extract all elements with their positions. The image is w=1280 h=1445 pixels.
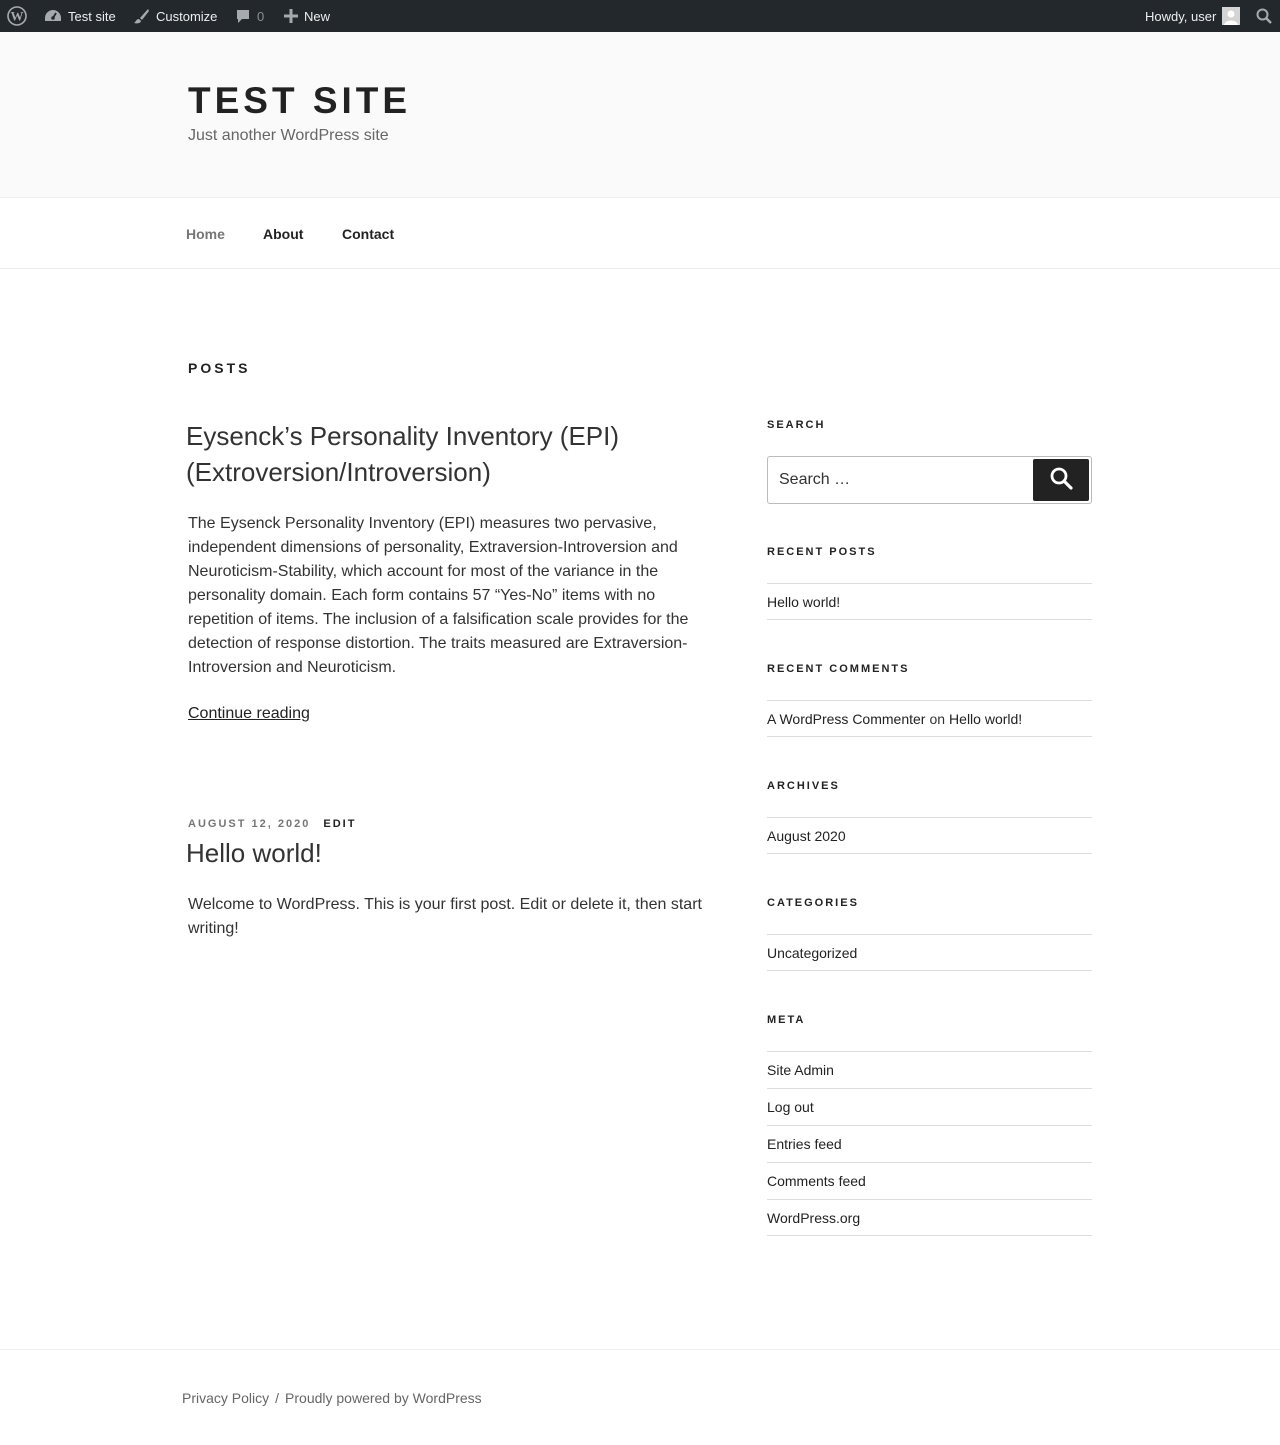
meta-site-admin-link[interactable]: Site Admin [767, 1062, 834, 1078]
search-button[interactable] [1033, 459, 1089, 501]
recent-posts-title: RECENT POSTS [767, 546, 877, 558]
post-title-hello[interactable]: Hello world! [186, 838, 322, 868]
post-edit-link[interactable]: EDIT [323, 818, 357, 830]
site-title[interactable]: TEST SITE [188, 80, 412, 121]
admin-bar-site-name[interactable] [44, 0, 116, 32]
main-navigation [0, 197, 1280, 269]
meta-list [767, 1051, 1092, 1236]
post-excerpt-epi: The Eysenck Personality Inventory (EPI) measures two pervasive, independent dimensions of personality, Extraversion-Introversion and Neuroticism-Stability, which account for most of the variance in the personality domain. Each form contains 57 “Yes-No” items with no repetition of items. The inclusion of a falsification scale provides for the detection of response distortion. The traits measured are Extraversion-Introversion and Neuroticism. [188, 515, 689, 676]
archives-list [767, 817, 1092, 854]
recent-posts-list [767, 583, 1092, 620]
list-item [767, 700, 1092, 737]
archives-title: ARCHIVES [767, 780, 840, 792]
post-meta [188, 818, 356, 830]
list-item [767, 1088, 1092, 1125]
recent-comments-title: RECENT COMMENTS [767, 663, 910, 675]
search-widget-title: SEARCH [767, 419, 826, 431]
list-item [767, 934, 1092, 971]
nav-item-contact[interactable]: Contact [342, 226, 395, 242]
admin-bar-new[interactable] [284, 0, 330, 32]
search-form [767, 456, 1092, 504]
admin-bar-customize[interactable] [133, 0, 217, 32]
categories-title: CATEGORIES [767, 897, 859, 909]
comment-bubble-icon [235, 8, 251, 24]
footer-separator: / [275, 1390, 280, 1406]
meta-entries-feed-link[interactable]: Entries feed [767, 1136, 842, 1152]
post-title-epi[interactable]: Eysenck’s Personality Inventory (EPI) (Extroversion/Introversion) [186, 421, 620, 487]
admin-bar [0, 0, 1280, 32]
comment-author-link[interactable]: A WordPress Commenter [767, 710, 926, 727]
site-header [0, 32, 1280, 197]
plus-icon [284, 9, 298, 23]
site-tagline: Just another WordPress site [188, 127, 389, 144]
meta-title: META [767, 1014, 806, 1026]
comment-post-link[interactable]: Hello world! [949, 710, 1023, 727]
list-item [767, 583, 1092, 620]
meta-logout-link[interactable]: Log out [767, 1099, 814, 1115]
recent-comments-list [767, 700, 1092, 737]
nav-item-home[interactable]: Home [186, 226, 225, 242]
list-item [767, 1051, 1092, 1088]
wordpress-logo-icon[interactable] [7, 0, 27, 32]
comment-on-text: on [929, 710, 946, 727]
continue-reading-link[interactable]: Continue reading [188, 705, 310, 722]
search-input[interactable] [768, 457, 1033, 503]
admin-bar-customize-label: Customize [156, 8, 218, 24]
archive-link[interactable]: August 2020 [767, 827, 846, 844]
list-item [767, 1199, 1092, 1236]
admin-bar-site-label: Test site [68, 8, 116, 24]
meta-wordpress-org-link[interactable]: WordPress.org [767, 1209, 861, 1226]
site-footer [0, 1349, 1280, 1445]
search-icon [1049, 466, 1073, 495]
footer-links [182, 1390, 482, 1406]
list-item [767, 1125, 1092, 1162]
nav-item-about[interactable]: About [263, 226, 304, 242]
post-date[interactable]: AUGUST 12, 2020 [188, 818, 311, 830]
admin-bar-search-icon[interactable] [1256, 0, 1272, 32]
powered-by-link[interactable]: Proudly powered by WordPress [285, 1390, 482, 1406]
howdy-label: Howdy, user [1145, 8, 1217, 24]
dashboard-icon [44, 8, 62, 24]
avatar [1222, 7, 1240, 25]
svg-text:W: W [10, 8, 24, 24]
category-link[interactable]: Uncategorized [767, 944, 858, 961]
privacy-policy-link[interactable]: Privacy Policy [182, 1390, 270, 1406]
categories-list [767, 934, 1092, 971]
meta-comments-feed-link[interactable]: Comments feed [767, 1173, 866, 1189]
admin-bar-comments[interactable] [235, 0, 264, 32]
post-excerpt-hello: Welcome to WordPress. This is your first post. Edit or delete it, then start writing! [188, 896, 702, 937]
admin-bar-new-label: New [304, 8, 331, 24]
recent-post-link[interactable]: Hello world! [767, 593, 841, 610]
list-item [767, 1162, 1092, 1199]
list-item [767, 817, 1092, 854]
page-title: POSTS [188, 360, 251, 376]
brush-icon [133, 8, 150, 25]
comments-count: 0 [257, 8, 265, 24]
admin-bar-account[interactable] [1145, 0, 1240, 32]
